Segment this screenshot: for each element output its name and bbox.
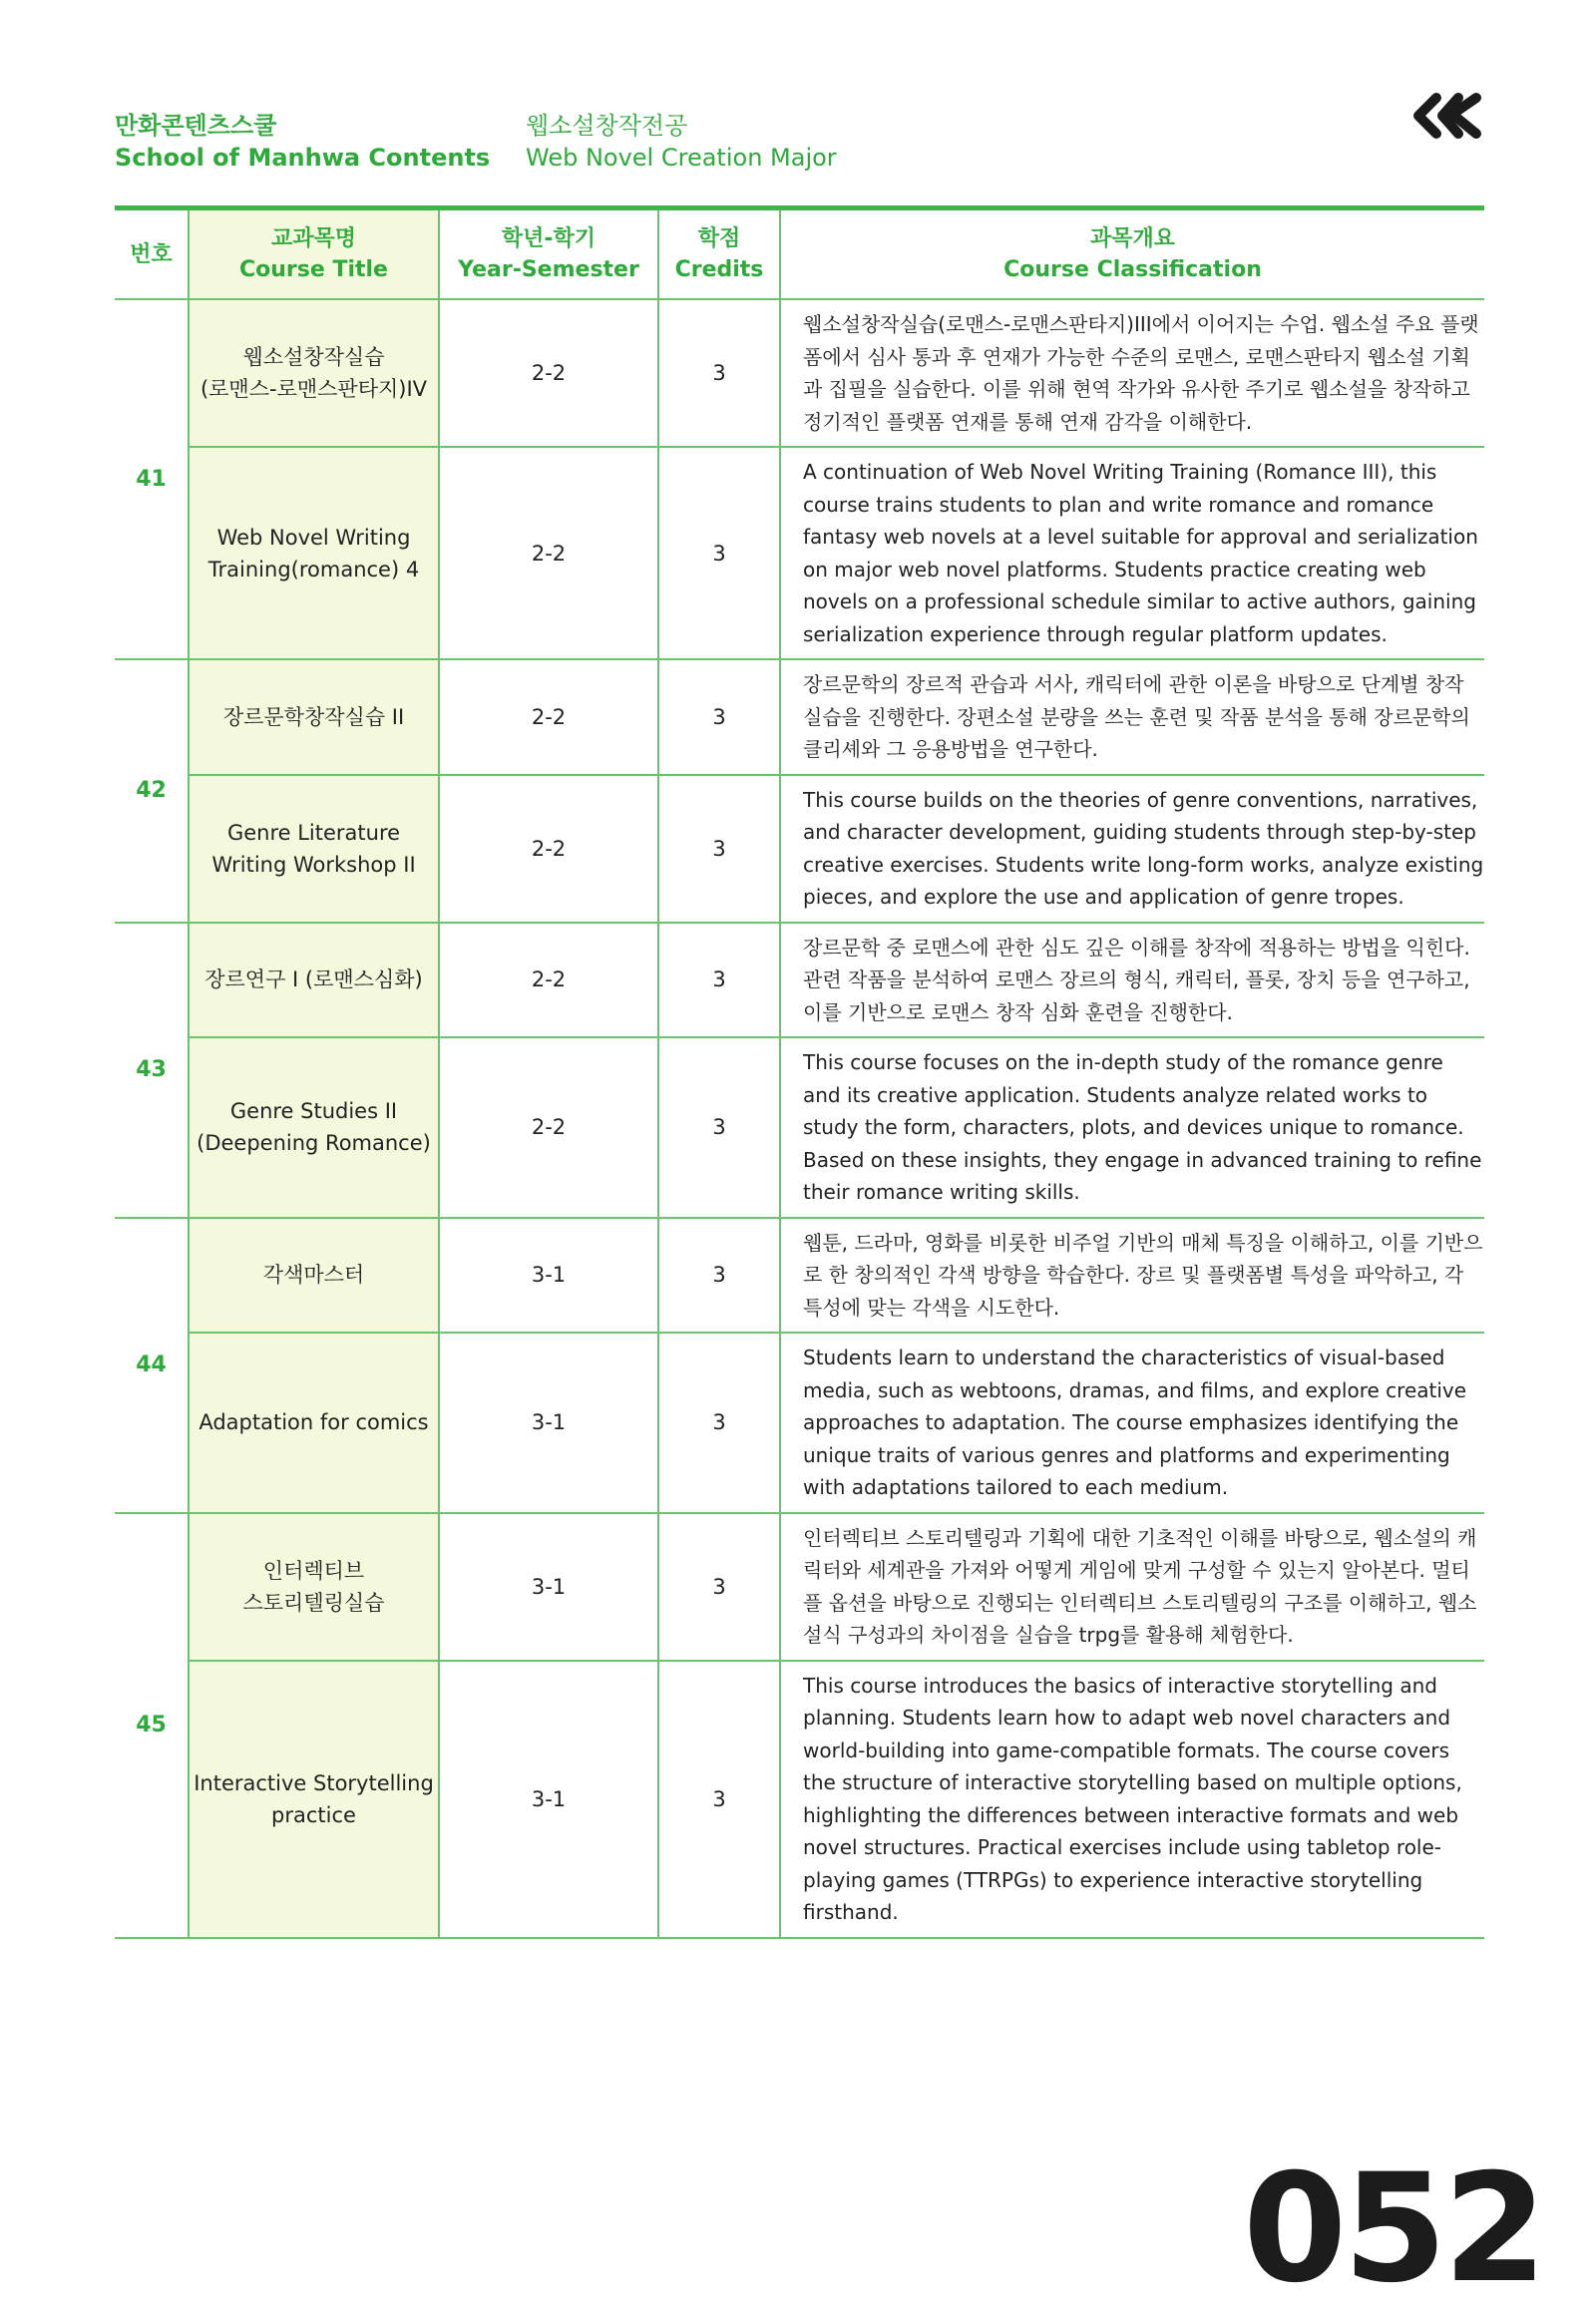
year-semester-en: 2-2 — [439, 775, 658, 923]
course-title-en: Interactive Storytelling practice — [189, 1661, 439, 1938]
course-number: 45 — [115, 1513, 189, 1938]
credits-ko: 3 — [658, 923, 780, 1038]
table-row — [115, 299, 1484, 447]
credits-en: 3 — [658, 1037, 780, 1218]
course-number: 41 — [115, 299, 189, 659]
course-description-ko: 웹소설창작실습(로맨스-로맨스판타지)III에서 이어지는 수업. 웹소설 주요 플랫폼에서 심사 통과 후 연재가 가능한 수준의 로맨스, 로맨스판타지 웹소설 기획과 집필을 실습한다. 이를 위해 현역 작가와 유사한 주기로 웹소설을 창작하고 정기적인 플랫폼 연재를 통해 연재 감각을 이해한다. — [780, 299, 1484, 447]
credits-en: 3 — [658, 1661, 780, 1938]
table-row — [115, 1218, 1484, 1334]
header-description: 과목개요 Course Classification — [780, 210, 1484, 299]
header-credits: 학점 Credits — [658, 210, 780, 299]
course-description-en: Students learn to understand the characteristics of visual-based media, such as webtoons, dramas, and films, and explore creative approaches to adaptation. The course emphasizes identifying the unique traits of various genres and platforms and experimenting with adaptations tailored to each medium. — [780, 1333, 1484, 1513]
table-row — [115, 775, 1484, 923]
table-row — [115, 1661, 1484, 1938]
year-semester-ko: 2-2 — [439, 923, 658, 1038]
course-title-en: Genre Studies II (Deepening Romance) — [189, 1037, 439, 1218]
year-semester-en: 3-1 — [439, 1333, 658, 1513]
credits-ko: 3 — [658, 659, 780, 775]
course-description-en: This course builds on the theories of genre conventions, narratives, and character development, guiding students through step-by-step creative exercises. Students write long-form works, analyze existing pieces, and explore the use and application of genre tropes. — [780, 775, 1484, 923]
major-name — [526, 110, 837, 174]
course-description-ko: 웹툰, 드라마, 영화를 비롯한 비주얼 기반의 매체 특징을 이해하고, 이를 기반으로 한 창의적인 각색 방향을 학습한다. 장르 및 플랫폼별 특성을 파악하고, 각 특성에 맞는 각색을 시도한다. — [780, 1218, 1484, 1334]
course-number: 44 — [115, 1218, 189, 1513]
table-row — [115, 659, 1484, 775]
course-description-ko: 장르문학의 장르적 관습과 서사, 캐릭터에 관한 이론을 바탕으로 단계별 창작 실습을 진행한다. 장편소설 분량을 쓰는 훈련 및 작품 분석을 통해 장르문학의 클리셰와 그 응용방법을 연구한다. — [780, 659, 1484, 775]
table-row — [115, 1513, 1484, 1661]
course-title-ko: 장르연구 I (로맨스심화) — [189, 923, 439, 1038]
course-number: 42 — [115, 659, 189, 923]
page-number: 052 — [1243, 2142, 1544, 2316]
header-number: 번호 — [115, 210, 189, 299]
table-header-row — [115, 210, 1484, 299]
major-name-en: Web Novel Creation Major — [526, 144, 837, 172]
credits-en: 3 — [658, 775, 780, 923]
credits-ko: 3 — [658, 1218, 780, 1334]
year-semester-ko: 2-2 — [439, 659, 658, 775]
year-semester-en: 2-2 — [439, 1037, 658, 1218]
table-row — [115, 923, 1484, 1038]
ck-logo-icon — [1406, 92, 1484, 140]
course-title-ko: 인터렉티브 스토리텔링실습 — [189, 1513, 439, 1661]
major-name-ko: 웹소설창작전공 — [526, 112, 688, 140]
course-title-ko: 웹소설창작실습 (로맨스-로맨스판타지)IV — [189, 299, 439, 447]
credits-en: 3 — [658, 447, 780, 659]
school-name-en: School of Manhwa Contents — [115, 144, 491, 172]
year-semester-ko: 3-1 — [439, 1218, 658, 1334]
course-title-en: Adaptation for comics — [189, 1333, 439, 1513]
year-semester-ko: 2-2 — [439, 299, 658, 447]
header-course-title: 교과목명 Course Title — [189, 210, 439, 299]
course-description-en: This course focuses on the in-depth study of the romance genre and its creative application. Students analyze related works to study the form, characters, plots, and devices unique to romance. Based on these insights, they engage in advanced training to refine their romance writing skills. — [780, 1037, 1484, 1218]
year-semester-en: 3-1 — [439, 1661, 658, 1938]
school-name-ko: 만화콘텐츠스쿨 — [115, 112, 277, 140]
header-year-semester: 학년-학기 Year-Semester — [439, 210, 658, 299]
course-title-ko: 장르문학창작실습 II — [189, 659, 439, 775]
credits-ko: 3 — [658, 1513, 780, 1661]
year-semester-en: 2-2 — [439, 447, 658, 659]
table-row — [115, 1037, 1484, 1218]
course-title-en: Genre Literature Writing Workshop II — [189, 775, 439, 923]
course-title-ko: 각색마스터 — [189, 1218, 439, 1334]
course-table — [115, 210, 1484, 1939]
credits-en: 3 — [658, 1333, 780, 1513]
course-description-ko: 인터렉티브 스토리텔링과 기획에 대한 기초적인 이해를 바탕으로, 웹소설의 캐릭터와 세계관을 가져와 어떻게 게임에 맞게 구성할 수 있는지 알아본다. 멀티플 옵션을 바탕으로 진행되는 인터렉티브 스토리텔링의 구조를 이해하고, 웹소설식 구성과의 차이점을 실습을 trpg를 활용해 체험한다. — [780, 1513, 1484, 1661]
table-row — [115, 1333, 1484, 1513]
course-title-en: Web Novel Writing Training(romance) 4 — [189, 447, 439, 659]
course-description-en: A continuation of Web Novel Writing Training (Romance III), this course trains students to plan and write romance and romance fantasy web novels at a level suitable for approval and serialization on major web novel platforms. Students practice creating web novels on a professional schedule similar to active authors, gaining serialization experience through regular platform updates. — [780, 447, 1484, 659]
credits-ko: 3 — [658, 299, 780, 447]
school-name — [115, 110, 490, 174]
course-description-en: This course introduces the basics of interactive storytelling and planning. Students learn how to adapt web novel characters and world-building into game-compatible formats. The course covers the structure of interactive storytelling based on multiple options, highlighting the differences between interactive formats and web novel structures. Practical exercises include using tabletop role-playing games (TTRPGs) to experience interactive storytelling firsthand. — [780, 1661, 1484, 1938]
course-number: 43 — [115, 923, 189, 1218]
year-semester-ko: 3-1 — [439, 1513, 658, 1661]
course-description-ko: 장르문학 중 로맨스에 관한 심도 깊은 이해를 창작에 적용하는 방법을 익힌다. 관련 작품을 분석하여 로맨스 장르의 형식, 캐릭터, 플롯, 장치 등을 연구하고, 이를 기반으로 로맨스 창작 심화 훈련을 진행한다. — [780, 923, 1484, 1038]
table-row — [115, 447, 1484, 659]
